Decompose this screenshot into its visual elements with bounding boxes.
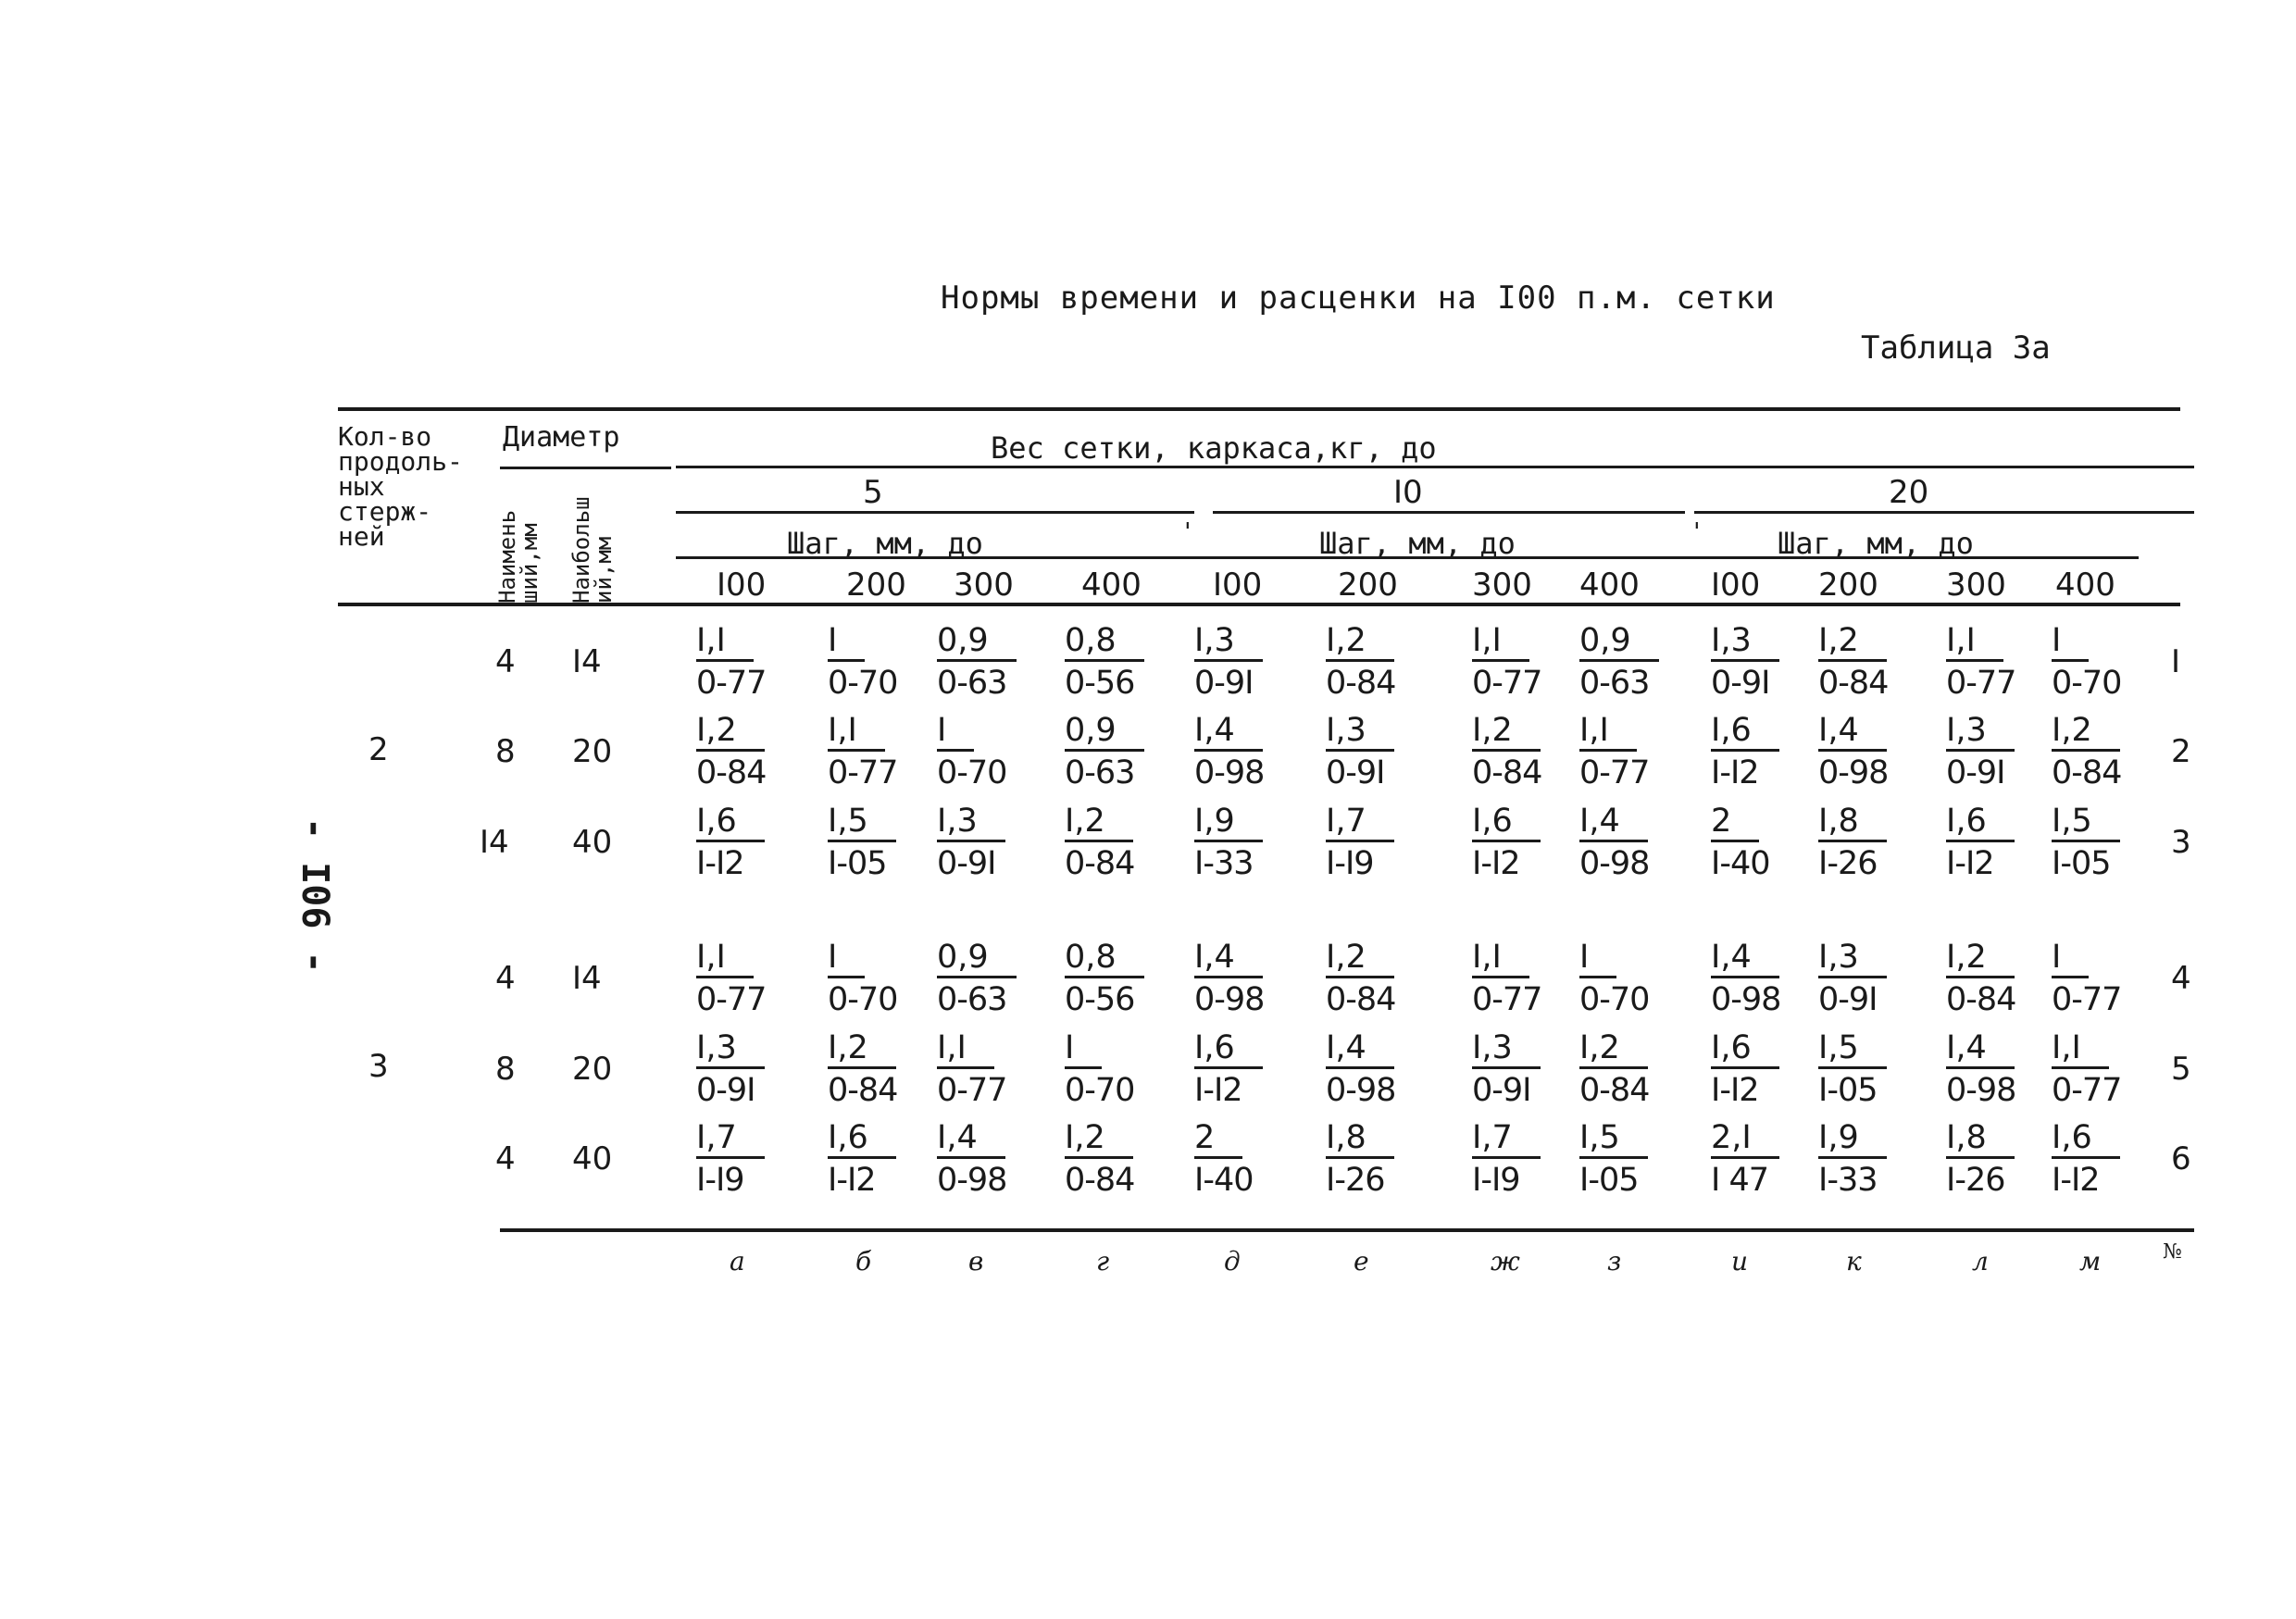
table-label: Таблица 3а <box>1861 330 2051 367</box>
time-norm: I,2 <box>1818 625 1887 662</box>
price: I-05 <box>1818 1072 1878 1109</box>
norm-price-cell <box>2052 1029 2153 1109</box>
time-norm: I <box>1065 1032 1102 1069</box>
step-value: 400 <box>2055 567 2115 604</box>
time-norm: I,4 <box>1946 1032 2015 1069</box>
column-letter: з <box>1607 1246 1622 1277</box>
time-norm: I,4 <box>937 1122 1005 1159</box>
norm-price-cell <box>1065 712 1167 791</box>
page-number: - I06 - <box>293 817 336 974</box>
row-number: 5 <box>2171 1051 2191 1088</box>
diameter-max-line: ий,мм <box>591 536 617 604</box>
norm-price-cell <box>828 622 930 702</box>
time-norm: 0,8 <box>1065 941 1144 978</box>
norm-price-cell <box>828 712 930 791</box>
norm-price-cell <box>1579 1029 1681 1109</box>
price: 0-77 <box>696 665 767 702</box>
price: 0-70 <box>1579 981 1650 1018</box>
column-letter: г <box>1096 1246 1110 1277</box>
rule-diameter <box>500 467 671 469</box>
norm-price-cell <box>2052 712 2153 791</box>
price: 0-9I <box>1946 754 2005 791</box>
time-norm: I <box>2052 941 2089 978</box>
group-separator: ' <box>1690 518 1704 546</box>
price: 0-98 <box>937 1162 1007 1199</box>
price: 0-98 <box>1818 754 1889 791</box>
norm-price-cell <box>1946 941 2048 1016</box>
norm-price-cell <box>937 805 1039 880</box>
price: 0-77 <box>1472 981 1542 1018</box>
price: I-05 <box>828 845 887 882</box>
price: 0-77 <box>937 1072 1007 1109</box>
price: I-I2 <box>828 1162 876 1199</box>
norm-price-cell <box>1818 805 1920 880</box>
weight-group-10: I0 <box>1393 474 1423 511</box>
diameter-max-value: 40 <box>572 1140 613 1177</box>
column-letter: а <box>730 1246 745 1277</box>
norm-price-cell <box>1472 712 1574 791</box>
norm-price-cell <box>1326 1029 1428 1109</box>
norm-price-cell <box>1818 622 1920 702</box>
norm-price-cell <box>1946 1119 2048 1199</box>
price: 0-98 <box>1194 754 1265 791</box>
rods-header-line: ных <box>338 471 385 502</box>
diameter-min-value: 8 <box>495 1051 516 1088</box>
step-value: I00 <box>1711 567 1761 604</box>
norm-price-cell <box>1711 805 1813 880</box>
norm-price-cell <box>2052 622 2153 702</box>
column-letter: к <box>1846 1246 1862 1277</box>
rods-header-line: стерж- <box>338 496 432 527</box>
norm-price-cell <box>828 1029 930 1109</box>
step-label-20: Шаг, мм, до <box>1778 526 1974 561</box>
time-norm: I,2 <box>1065 805 1133 842</box>
time-norm: I,7 <box>1472 1122 1541 1159</box>
column-letter: е <box>1354 1246 1369 1277</box>
time-norm: I,4 <box>1326 1032 1394 1069</box>
diameter-min-line: Наимень <box>494 509 520 604</box>
time-norm: I,I <box>696 941 754 978</box>
time-norm: I,I <box>937 1032 994 1069</box>
norm-price-cell <box>1472 1029 1574 1109</box>
price: 0-63 <box>1579 665 1650 702</box>
time-norm: I,3 <box>1946 715 2015 752</box>
time-norm: I,2 <box>1065 1122 1133 1159</box>
step-value: 200 <box>1818 567 1878 604</box>
diameter-max-value: I4 <box>572 643 602 680</box>
price: 0-63 <box>937 665 1007 702</box>
rule-top <box>338 407 2180 411</box>
diameter-max-header <box>570 496 615 604</box>
norm-price-cell <box>1194 712 1296 791</box>
price: I-I9 <box>696 1162 744 1199</box>
price: 0-63 <box>937 981 1007 1018</box>
time-norm: I,6 <box>2052 1122 2120 1159</box>
time-norm: I,3 <box>696 1032 765 1069</box>
time-norm: I,6 <box>1946 805 2015 842</box>
norm-price-cell <box>1194 941 1296 1016</box>
price: I-05 <box>2052 845 2111 882</box>
norm-price-cell <box>1194 1119 1296 1199</box>
rule-weight <box>676 466 2194 468</box>
norm-price-cell <box>1711 712 1813 791</box>
time-norm: 0,8 <box>1065 625 1144 662</box>
time-norm: I,4 <box>1711 941 1779 978</box>
time-norm: I <box>2052 625 2089 662</box>
price: 0-84 <box>1472 754 1542 791</box>
weight-group-5: 5 <box>863 474 883 511</box>
step-value: 400 <box>1579 567 1640 604</box>
price: I-40 <box>1711 845 1770 882</box>
price: 0-9I <box>1711 665 1770 702</box>
norm-price-cell <box>1326 941 1428 1016</box>
norm-price-cell <box>1065 805 1167 880</box>
price: 0-84 <box>1326 665 1396 702</box>
price: I-26 <box>1326 1162 1385 1199</box>
rods-header <box>338 421 463 552</box>
row-number-mark: № <box>2163 1240 2182 1264</box>
price: I-I9 <box>1472 1162 1520 1199</box>
time-norm: I,3 <box>1818 941 1887 978</box>
price: I-26 <box>1946 1162 2005 1199</box>
norm-price-cell <box>1946 1029 2048 1109</box>
price: I-33 <box>1818 1162 1878 1199</box>
time-norm: I <box>1579 941 1616 978</box>
price: 0-77 <box>1472 665 1542 702</box>
price: I-I9 <box>1326 845 1374 882</box>
time-norm: 0,9 <box>937 625 1017 662</box>
norm-price-cell <box>1194 805 1296 880</box>
price: I 47 <box>1711 1162 1768 1199</box>
time-norm: I,I <box>1946 625 2003 662</box>
diameter-min-header <box>496 510 541 604</box>
price: I-I2 <box>1472 845 1520 882</box>
price: 0-98 <box>1194 981 1265 1018</box>
step-value: 400 <box>1081 567 1142 604</box>
time-norm: I,6 <box>1711 715 1779 752</box>
time-norm: I,3 <box>1194 625 1263 662</box>
time-norm: I,3 <box>937 805 1005 842</box>
price: 0-9I <box>696 1072 755 1109</box>
price: 0-84 <box>1946 981 2016 1018</box>
rods-header-line: продоль- <box>338 446 463 477</box>
time-norm: I,6 <box>1711 1032 1779 1069</box>
price: 0-84 <box>696 754 767 791</box>
price: 0-63 <box>1065 754 1135 791</box>
step-value: I00 <box>717 567 767 604</box>
time-norm: I,7 <box>696 1122 765 1159</box>
norm-price-cell <box>1711 941 1813 1016</box>
norm-price-cell <box>1579 1119 1681 1199</box>
column-letter: ж <box>1491 1246 1520 1277</box>
price: 0-56 <box>1065 981 1135 1018</box>
norm-price-cell <box>828 941 930 1016</box>
norm-price-cell <box>2052 1119 2153 1199</box>
time-norm: I,3 <box>1711 625 1779 662</box>
price: 0-70 <box>937 754 1007 791</box>
price: I-I2 <box>2052 1162 2100 1199</box>
norm-price-cell <box>2052 805 2153 880</box>
norm-price-cell <box>1472 941 1574 1016</box>
column-letter: б <box>855 1246 872 1277</box>
diameter-min-value: 4 <box>495 960 516 997</box>
time-norm: I,2 <box>696 715 765 752</box>
group-separator: ' <box>1180 518 1195 546</box>
price: 0-84 <box>828 1072 898 1109</box>
price: 0-77 <box>1579 754 1650 791</box>
column-letter: м <box>2079 1246 2102 1277</box>
norm-price-cell <box>1194 622 1296 702</box>
price: 0-84 <box>1818 665 1889 702</box>
time-norm: I,I <box>828 715 885 752</box>
step-value: 300 <box>954 567 1014 604</box>
norm-price-cell <box>1579 941 1681 1016</box>
time-norm: I,5 <box>828 805 896 842</box>
norm-price-cell <box>696 622 798 702</box>
norm-price-cell <box>1065 1029 1167 1109</box>
time-norm: I,4 <box>1194 715 1263 752</box>
time-norm: I,5 <box>1818 1032 1887 1069</box>
diameter-min-value: 4 <box>495 1140 516 1177</box>
norm-price-cell <box>937 1029 1039 1109</box>
norm-price-cell <box>1818 941 1920 1016</box>
time-norm: I,I <box>1472 625 1529 662</box>
step-value: 200 <box>846 567 906 604</box>
step-label-10: Шаг, мм, до <box>1319 526 1516 561</box>
norm-price-cell <box>1818 1119 1920 1199</box>
time-norm: I,5 <box>2052 805 2120 842</box>
price: I-05 <box>1579 1162 1639 1199</box>
norm-price-cell <box>1326 622 1428 702</box>
norm-price-cell <box>1065 622 1167 702</box>
time-norm: I,3 <box>1472 1032 1541 1069</box>
time-norm: I,9 <box>1194 805 1263 842</box>
column-letter: л <box>1972 1246 1989 1277</box>
time-norm: I,7 <box>1326 805 1394 842</box>
rods-header-line: Кол-во <box>338 421 432 452</box>
weight-header: Вес сетки, каркаса,кг, до <box>991 430 1437 466</box>
price: I-I2 <box>1194 1072 1242 1109</box>
time-norm: 2 <box>1194 1122 1242 1159</box>
time-norm: I,5 <box>1579 1122 1648 1159</box>
norm-price-cell <box>937 941 1039 1016</box>
time-norm: I,2 <box>1326 625 1394 662</box>
diameter-max-value: 40 <box>572 824 613 861</box>
price: I-I2 <box>1946 845 1994 882</box>
row-number: I <box>2171 643 2181 680</box>
price: 0-9I <box>937 845 996 882</box>
time-norm: I <box>828 941 865 978</box>
norm-price-cell <box>1946 622 2048 702</box>
step-value: 300 <box>1472 567 1532 604</box>
norm-price-cell <box>696 1029 798 1109</box>
price: 0-77 <box>828 754 898 791</box>
price: 0-9I <box>1818 981 1878 1018</box>
time-norm: I,2 <box>1579 1032 1648 1069</box>
price: 0-70 <box>2052 665 2122 702</box>
time-norm: I,4 <box>1194 941 1263 978</box>
time-norm: I,2 <box>828 1032 896 1069</box>
norm-price-cell <box>1472 1119 1574 1199</box>
diameter-header: Диаметр <box>503 421 620 454</box>
price: I-I2 <box>696 845 744 882</box>
time-norm: 2 <box>1711 805 1759 842</box>
rule-table-bottom <box>500 1228 2194 1232</box>
time-norm: I,6 <box>828 1122 896 1159</box>
time-norm: I,3 <box>1326 715 1394 752</box>
price: 0-77 <box>2052 981 2122 1018</box>
norm-price-cell <box>1711 622 1813 702</box>
price: 0-9I <box>1472 1072 1531 1109</box>
norm-price-cell <box>1818 712 1920 791</box>
norm-price-cell <box>828 1119 930 1199</box>
time-norm: 0,9 <box>1579 625 1659 662</box>
norm-price-cell <box>1711 1029 1813 1109</box>
norm-price-cell <box>696 712 798 791</box>
column-letter: д <box>1224 1246 1241 1277</box>
norm-price-cell <box>1326 805 1428 880</box>
time-norm: 2,I <box>1711 1122 1779 1159</box>
row-number: 4 <box>2171 960 2191 997</box>
norm-price-cell <box>1711 1119 1813 1199</box>
price: 0-77 <box>2052 1072 2122 1109</box>
time-norm: I,8 <box>1946 1122 2015 1159</box>
time-norm: I,I <box>696 625 754 662</box>
rule-group-5 <box>676 511 1194 514</box>
time-norm: I,9 <box>1818 1122 1887 1159</box>
norm-price-cell <box>696 805 798 880</box>
price: I-33 <box>1194 845 1254 882</box>
price: I-40 <box>1194 1162 1254 1199</box>
time-norm: I,2 <box>2052 715 2120 752</box>
diameter-min-value: 4 <box>495 643 516 680</box>
price: 0-84 <box>2052 754 2122 791</box>
time-norm: I,4 <box>1579 805 1648 842</box>
norm-price-cell <box>1946 805 2048 880</box>
norm-price-cell <box>937 712 1039 791</box>
step-label-5: Шаг, мм, до <box>787 526 983 561</box>
price: 0-70 <box>828 981 898 1018</box>
rule-group-20 <box>1694 511 2194 514</box>
rods-header-line: ней <box>338 521 385 552</box>
norm-price-cell <box>1946 712 2048 791</box>
norm-price-cell <box>1579 805 1681 880</box>
norm-price-cell <box>1326 1119 1428 1199</box>
norm-price-cell <box>696 941 798 1016</box>
time-norm: I,8 <box>1326 1122 1394 1159</box>
step-value: 300 <box>1946 567 2006 604</box>
diameter-max-value: 20 <box>572 733 613 770</box>
norm-price-cell <box>1579 622 1681 702</box>
column-letter: и <box>1731 1246 1749 1277</box>
norm-price-cell <box>937 622 1039 702</box>
time-norm: I,6 <box>696 805 765 842</box>
price: 0-98 <box>1579 845 1650 882</box>
diameter-min-line: ший,мм <box>517 523 543 604</box>
price: 0-98 <box>1326 1072 1396 1109</box>
time-norm: I,8 <box>1818 805 1887 842</box>
time-norm: I,I <box>1472 941 1529 978</box>
price: 0-84 <box>1065 1162 1135 1199</box>
price: I-I2 <box>1711 754 1759 791</box>
time-norm: I,2 <box>1472 715 1541 752</box>
step-value: I00 <box>1213 567 1263 604</box>
time-norm: 0,9 <box>937 941 1017 978</box>
price: 0-9I <box>1194 665 1254 702</box>
price: 0-98 <box>1946 1072 2016 1109</box>
norm-price-cell <box>1472 622 1574 702</box>
norm-price-cell <box>828 805 930 880</box>
time-norm: 0,9 <box>1065 715 1144 752</box>
price: 0-98 <box>1711 981 1781 1018</box>
column-letter: в <box>968 1246 984 1277</box>
page-title: Нормы времени и расценки на I00 п.м. сетки <box>941 280 1776 317</box>
time-norm: I,I <box>2052 1032 2109 1069</box>
price: 0-70 <box>1065 1072 1135 1109</box>
price: 0-77 <box>696 981 767 1018</box>
time-norm: I <box>937 715 974 752</box>
rods-value: 2 <box>368 731 389 768</box>
time-norm: I,2 <box>1326 941 1394 978</box>
time-norm: I,I <box>1579 715 1637 752</box>
diameter-min-value: 8 <box>495 733 516 770</box>
row-number: 6 <box>2171 1140 2191 1177</box>
price: I-26 <box>1818 845 1878 882</box>
norm-price-cell <box>1818 1029 1920 1109</box>
diameter-min-value: I4 <box>480 824 509 861</box>
time-norm: I,2 <box>1946 941 2015 978</box>
price: 0-70 <box>828 665 898 702</box>
norm-price-cell <box>1194 1029 1296 1109</box>
price: 0-56 <box>1065 665 1135 702</box>
rule-group-10 <box>1213 511 1685 514</box>
norm-price-cell <box>2052 941 2153 1016</box>
price: 0-84 <box>1065 845 1135 882</box>
time-norm: I,6 <box>1194 1032 1263 1069</box>
time-norm: I,4 <box>1818 715 1887 752</box>
price: 0-77 <box>1946 665 2016 702</box>
rods-value: 3 <box>368 1048 389 1085</box>
time-norm: I,6 <box>1472 805 1541 842</box>
norm-price-cell <box>696 1119 798 1199</box>
diameter-max-value: I4 <box>572 960 602 997</box>
diameter-max-value: 20 <box>572 1051 613 1088</box>
norm-price-cell <box>937 1119 1039 1199</box>
norm-price-cell <box>1472 805 1574 880</box>
row-number: 3 <box>2171 824 2191 861</box>
step-value: 200 <box>1338 567 1398 604</box>
norm-price-cell <box>1579 712 1681 791</box>
norm-price-cell <box>1065 1119 1167 1199</box>
time-norm: I <box>828 625 865 662</box>
row-number: 2 <box>2171 733 2191 770</box>
price: 0-84 <box>1579 1072 1650 1109</box>
price: 0-84 <box>1326 981 1396 1018</box>
diameter-max-line: Наибольш <box>568 496 594 604</box>
norm-price-cell <box>1326 712 1428 791</box>
norm-price-cell <box>1065 941 1167 1016</box>
weight-group-20: 20 <box>1889 474 1929 511</box>
price: 0-9I <box>1326 754 1385 791</box>
price: I-I2 <box>1711 1072 1759 1109</box>
